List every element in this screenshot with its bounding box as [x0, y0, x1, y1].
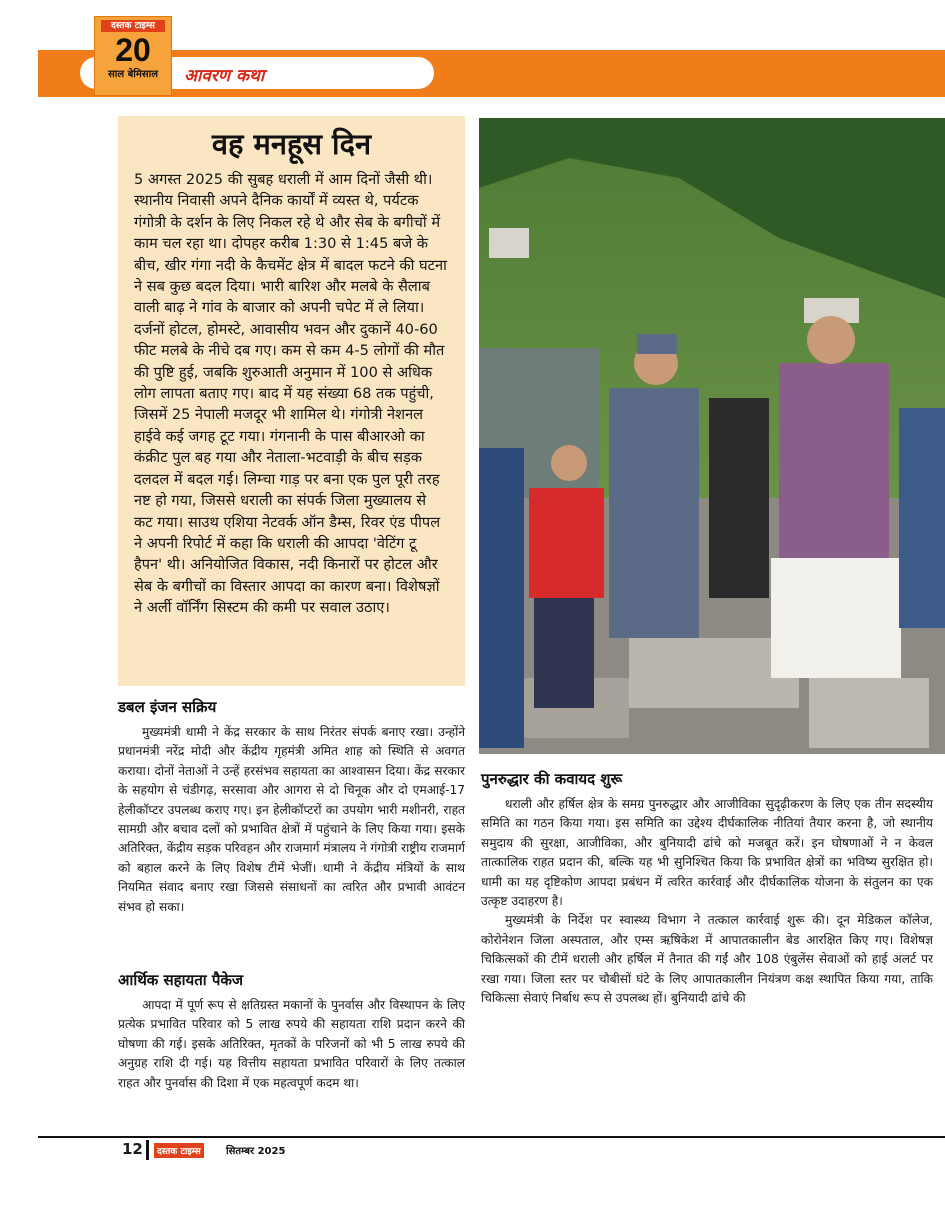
- photo-illustration: [479, 118, 945, 754]
- section-heading: आर्थिक सहायता पैकेज: [118, 971, 244, 989]
- footer-brand: दस्तक टाइम्स: [154, 1143, 204, 1158]
- box-title: वह मनहूस दिन: [211, 127, 372, 161]
- footer-rule: [38, 1136, 945, 1138]
- section-double-engine: [118, 697, 465, 917]
- section-text: आपदा में पूर्ण रूप से क्षतिग्रस्त मकानों के पुनर्वास और विस्थापन के लिए प्रत्येक प्रभावित परिवार को 5 लाख रुपये की सहायता राशि प्रदान करने की घोषणा की गई। इसके अतिरिक्त, मृतकों के परिजनों को भी 5 लाख रुपये की अनुग्रह राशि दी गई। यह वित्तीय सहायता प्रभावित परिवारों के लिए तत्काल राहत और पुनर्वास की दिशा में एक महत्वपूर्ण कदम था।: [118, 998, 465, 1090]
- badge-brand: दस्तक टाइम्स: [101, 20, 165, 32]
- footer-date: सितम्बर 2025: [226, 1146, 286, 1157]
- section-text-2: मुख्यमंत्री के निर्देश पर स्वास्थ्य विभाग ने तत्काल कार्रवाई शुरू की। दून मेडिकल कॉलेज, कोरोनेशन जिला अस्पताल, और एम्स ऋषिकेश में आपातकालीन बेड आरक्षित किए गए। विशेषज्ञ चिकित्सकों की टीमें धराली और हर्षिल में तैनात की गईं और 108 एंबुलेंस सेवाओं को हाई अलर्ट पर रखा गया। जिला स्तर पर चौबीसों घंटे के लिए आपातकालीन नियंत्रण कक्ष स्थापित किया गया, ताकि चिकित्सा सेवाएं निर्बाध रूप से उपलब्ध हों। बुनियादी ढांचे की: [481, 913, 933, 1006]
- section-reconstruction: [481, 769, 933, 1008]
- box-text: 5 अगस्त 2025 की सुबह धराली में आम दिनों जैसी थी। स्थानीय निवासी अपने दैनिक कार्यों में व्यस्त थे, पर्यटक गंगोत्री के दर्शन के लिए निकल रहे थे और सेब के बगीचों में काम चल रहा था। दोपहर करीब 1:30 से 1:45 बजे के बीच, खीर गंगा नदी के कैचमेंट क्षेत्र में बादल फटने की घटना ने सब कुछ बदल दिया। भारी बारिश और मलबे के सैलाब वाली बाढ़ ने गांव के बाजार को अपनी चपेट में ले लिया। दर्जनों होटल, होमस्टे, आवासीय भवन और दुकानें 40-60 फीट मलबे के नीचे दब गए। कम से कम 4-5 लोगों की मौत की पुष्टि हुई, जबकि शुरुआती अनुमान में 100 से अधिक लोग लापता बताए गए। बाद में यह संख्या 68 तक पहुंची, जिसमें 25 नेपाली मजदूर भी शामिल थे। गंगोत्री नेशनल हाईवे कई जगह टूट गया। गंगनानी के पास बीआरओ का कंक्रीट पुल बह गया और नेताला-भटवाड़ी के बीच सड़क दलदल में बदल गई। लिम्चा गाड़ पर बना एक पुल पूरी तरह नष्ट हो गया, जिससे धराली का संपर्क जिला मुख्यालय से कट गया। साउथ एशिया नेटवर्क ऑन डैम्स, रिवर एंड पीपल ने अपनी रिपोर्ट में कहा कि धराली की आपदा 'वेटिंग टू हैपन' थी। अनियोजित विकास, नदी किनारों पर होटल और सेब के बगीचों का विस्तार आपदा का कारण बना। विशेषज्ञों ने अर्ली वॉर्निंग सिस्टम की कमी पर सवाल उठाए।: [134, 171, 447, 617]
- section-heading: डबल इंजन सक्रिय: [118, 698, 217, 716]
- badge-number: 20: [115, 32, 151, 68]
- section-text: मुख्यमंत्री धामी ने केंद्र सरकार के साथ निरंतर संपर्क बनाए रखा। उन्होंने प्रधानमंत्री नरेंद्र मोदी और केंद्रीय गृहमंत्री अमित शाह को स्थिति से अवगत कराया। दोनों नेताओं ने उन्हें हरसंभव सहायता का आश्वासन दिया। केंद्र सरकार के सहयोग से चंडीगढ़, सरसावा और आगरा से दो चिनूक और दो एमआई-17 हेलीकॉप्टर उपलब्ध कराए गए। इन हेलीकॉप्टरों का उपयोग भारी मशीनरी, राहत सामग्री और बचाव दलों को प्रभावित क्षेत्रों में पहुंचाने के लिए किया गया। इसके अतिरिक्त, केंद्रीय सड़क परिवहन और राजमार्ग मंत्रालय ने गंगोत्री राष्ट्रीय राजमार्ग को बहाल करने के लिए विशेष टीमें भेजीं। धामी ने केंद्रीय मंत्रियों के साथ नियमित संवाद बनाए रखा जिससे संसाधनों का त्वरित और प्रभावी आवंटन संभव हो सका।: [118, 725, 465, 914]
- section-label: आवरण कथा: [184, 66, 265, 86]
- anniversary-badge: [94, 16, 172, 96]
- badge-subtitle: साल बेमिसाल: [107, 69, 159, 80]
- section-heading: पुनरुद्धार की कवायद शुरू: [481, 770, 623, 788]
- section-text-1: धराली और हर्षिल क्षेत्र के समग्र पुनरुद्धार और आजीविका सुदृढ़ीकरण के लिए एक तीन सदस्यीय समिति का गठन किया गया। इस समिति का उद्देश्य दीर्घकालिक नीतियां तैयार करना है, जो स्थानीय समुदाय की सुरक्षा, आजीविका, और बुनियादी ढांचे को मजबूत करें। इन घोषणाओं ने न केवल तात्कालिक राहत प्रदान की, बल्कि यह भी सुनिश्चित किया कि प्रभावित क्षेत्रों का भविष्य सुरक्षित हो। धामी का यह दृष्टिकोण आपदा प्रबंधन में त्वरित कार्रवाई और दीर्घकालिक योजना के संतुलन का एक उत्कृष्ट उदाहरण है।: [481, 797, 933, 909]
- highlight-box: [118, 116, 465, 686]
- page-number: 12: [122, 1140, 143, 1158]
- section-financial: [118, 970, 465, 1093]
- footer-divider: [146, 1140, 149, 1160]
- news-photo: [479, 118, 945, 754]
